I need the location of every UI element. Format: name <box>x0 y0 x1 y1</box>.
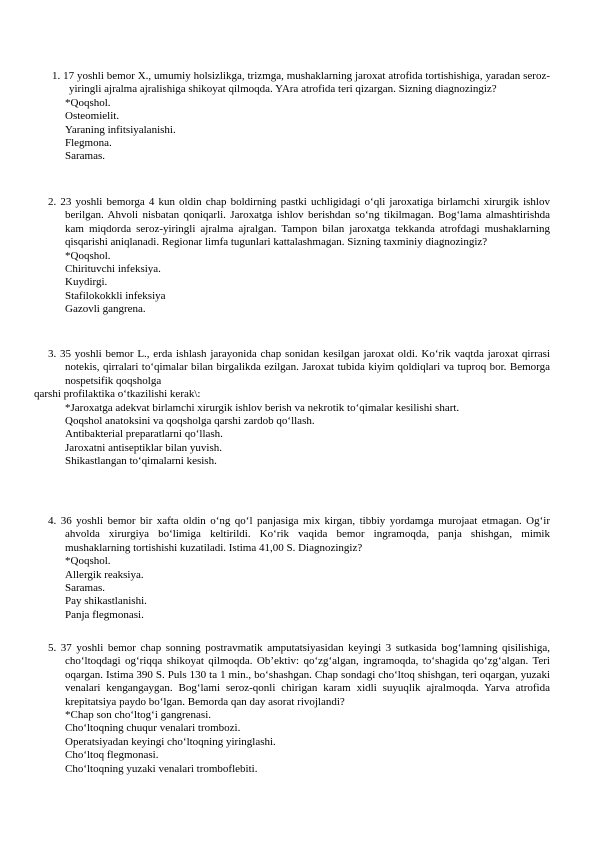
answer-option: Operatsiyadan keyingi cho‘ltoqning yiringlashi. <box>65 735 276 748</box>
answer-option: Kuydirgi. <box>65 276 108 289</box>
answer-option: *Qoqshol. <box>65 249 111 262</box>
question-1 <box>48 70 550 164</box>
question-3 <box>34 348 550 469</box>
answer-option: Stafilokokkli infeksiya <box>65 289 166 302</box>
question-stem: 4. 36 yoshli bemor bir xafta oldin o‘ng qo‘l panjasiga mix kirgan, tibbiy yordamga murojaat etmagan. Og‘ir ahvolda xirurgiya bo‘limiga keltirildi. Ko‘rik vaqida bemor ingramoqda, panja shishgan, mimik mushaklarning tortishishi kuzatiladi. Istima 41,00 S. Diagnozingiz? <box>48 515 550 554</box>
answer-option: Cho‘ltoqning yuzaki venalari tromboflebiti. <box>65 762 258 775</box>
answer-option: Saramas. <box>65 150 106 163</box>
answer-option: Osteomielit. <box>65 110 120 123</box>
answer-option: Cho‘ltoq flegmonasi. <box>65 749 159 762</box>
answer-option: Shikastlangan to‘qimalarni kesish. <box>65 455 217 468</box>
answer-option: Gazovli gangrena. <box>65 303 146 316</box>
question-4 <box>48 515 550 622</box>
answer-option: Saramas. <box>65 582 106 595</box>
question-2 <box>48 196 550 317</box>
answer-option: Allergik reaksiya. <box>65 568 144 581</box>
answer-option: Cho‘ltoqning chuqur venalari trombozi. <box>65 722 241 735</box>
answer-option: Yaraning infitsiyalanishi. <box>65 123 176 136</box>
answer-option: Pay shikastlanishi. <box>65 595 147 608</box>
question-5 <box>48 642 550 776</box>
question-stem: 5. 37 yoshli bemor chap sonning postravmatik amputatsiyasidan keyingi 3 sutkasida bog‘lamning qisilishiga, cho‘ltoqdagi og‘riqqa shikoyat qilmoqda. Ob’ektiv: qo‘zg‘algan, ingramoqda, to‘shagida qo‘zg‘algan. Teri oqargan. Istima 390 S. Puls 130 ta 1 min., bo‘shashgan. Chap sondagi cho‘ltoq shishgan, teri oqargan, yuzaki venalari kengangaygan. Bog‘lami seroz-qonli chirigan karam xidli suyuqlik ajralmoqda. Yarva atrofida krepitatsiya paydo bo‘lgan. Bemorda qan day asorat rivojlandi? <box>48 642 550 708</box>
answer-option: Panja flegmonasi. <box>65 608 144 621</box>
answer-option: Antibakterial preparatlarni qo‘llash. <box>65 428 223 441</box>
answer-option: Jaroxatni antiseptiklar bilan yuvish. <box>65 441 223 454</box>
question-stem-continuation: qarshi profilaktika o‘tkazilishi kerak\: <box>34 388 201 401</box>
question-stem: 2. 23 yoshli bemorga 4 kun oldin chap boldirning pastki uchligidagi o‘qli jaroxatiga birlamchi xirurgik ishlov berilgan. Ahvoli nisbatan qoniqarli. Jaroxatga ishlov berishdan so‘ng tikilmagan. Bog‘lama almashtirishda kam miqdorda seroz-yiringli ajralma ajralgan. Tampon bilan jaroxatga tekkanda atrofdagi mushaklarning qisqarishi aniqlanadi. Regionar limfa tugunlari kattalashmagan. Sizning taxminiy diagnozingiz? <box>48 196 550 249</box>
answer-option: Qoqshol anatoksini va qoqsholga qarshi zardob qo‘llash. <box>65 415 315 428</box>
answer-option: *Qoqshol. <box>65 555 111 568</box>
answer-option: *Chap son cho‘ltog‘i gangrenasi. <box>65 709 212 722</box>
answer-option: Flegmona. <box>65 137 112 150</box>
question-stem: 1. 17 yoshli bemor X., umumiy holsizlikga, trizmga, mushaklarning jaroxat atrofida tortishishiga, yaradan seroz-yiringli ajralma ajralishiga shikoyat qilmoqda. YAra atrofida teri qizargan. Sizning diagnozingiz? <box>52 70 550 96</box>
question-stem: 3. 35 yoshli bemor L., erda ishlash jarayonida chap sonidan kesilgan jaroxat oldi. Ko‘rik vaqtda jaroxat qirrasi notekis, qirralari to‘qimalar bilan birgalikda ezilgan. Jaroxat tubida kiyim qoldiqlari va tuproq bor. Bemorga nospetsifik qoqsholga <box>48 348 550 387</box>
answer-option: Chirituvchi infeksiya. <box>65 263 161 276</box>
answer-option: *Jaroxatga adekvat birlamchi xirurgik ishlov berish va nekrotik to‘qimalar kesilishi shart. <box>65 401 460 414</box>
answer-option: *Qoqshol. <box>65 96 111 109</box>
